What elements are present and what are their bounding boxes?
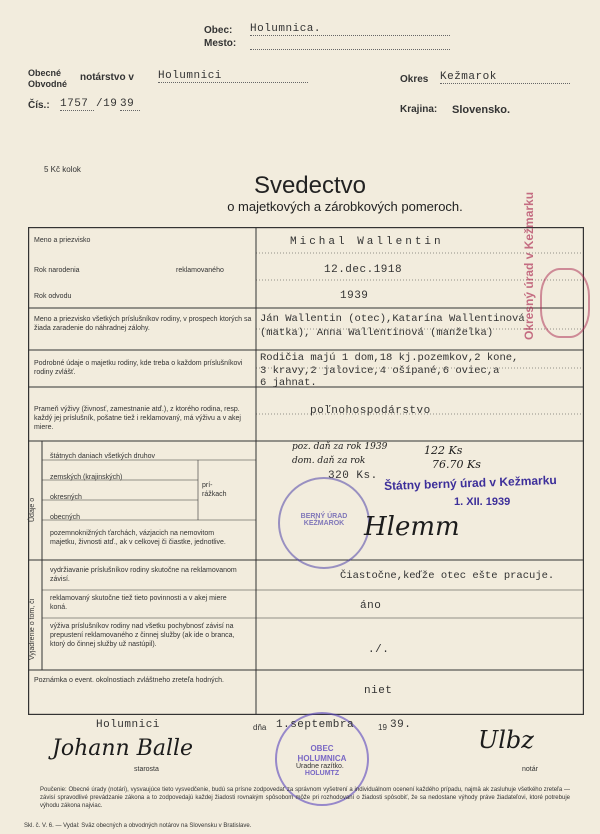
tax-signature: Hlemm (364, 512, 460, 542)
notar-label: notár (522, 766, 538, 773)
vydrzovanie-label: vydržiavanie príslušníkov rodiny skutočne na reklamovanom závisí. (50, 567, 237, 583)
document-subtitle: o majetkových a zárobkových pomeroch. (227, 199, 463, 214)
footer-year: 39. (390, 719, 412, 731)
zemskych-label: zemských (krajinských) (50, 474, 123, 481)
dane-note-2: dom. daň za rok (292, 456, 366, 466)
round-village-stamp-sub: HOLUMTZ (304, 770, 340, 777)
kolok-label: 5 Kč kolok (44, 165, 81, 174)
reklamovaneho-label: reklamovaného (176, 267, 224, 274)
dane-amount-1: 122 Ks (424, 444, 463, 457)
notarstvo-label: notárstvo v (80, 72, 134, 83)
uradne-razitko-label: Úradne razítko. (296, 763, 344, 770)
round-village-stamp-text: OBEC HOLUMNICA (297, 744, 347, 763)
dane-note-1: poz. daň za rok 1939 (292, 442, 388, 452)
notarstvo-value: Holumnici (158, 70, 308, 83)
poznamka-label: Poznámka o event. okolnostiach zvláštneho zreteľa hodných. (34, 677, 224, 684)
cis-separator: /19 (96, 98, 118, 110)
obec-label: Obec: (204, 25, 233, 36)
okresnych-label: okresných (50, 494, 82, 501)
reklamovany-value: áno (360, 600, 382, 612)
poznamka-value: niet (364, 685, 393, 697)
vydrzovanie-value: Čiastočne,keďže otec ešte pracuje. (340, 570, 555, 582)
zemske-value: 320 Ks. (328, 470, 378, 482)
krajina-value: Slovensko. (452, 104, 511, 116)
footer-dna-label: dňa (253, 723, 267, 732)
pozemnoknihe-label: pozemnoknižných ťarchách, vázjacich na nemovitom majetku, živnosti atď., ak v celkovej či čiastke, jednotlive. (50, 530, 226, 546)
majetok-value-line2: 3 kravy,2 jalovice,4 ošípané,6 oviec,a (260, 365, 500, 377)
majetok-value-line1: Rodičia majú 1 dom,18 kj.pozemkov,2 kone, (260, 352, 519, 364)
rok-odvodu-value: 1939 (340, 290, 369, 302)
footer-date: 1.septembra (276, 719, 355, 731)
rok-odvodu-label: Rok odvodu (34, 293, 72, 300)
okres-label: Okres (400, 74, 429, 85)
round-tax-stamp (278, 477, 370, 569)
vyziva-label: výživa príslušníkov rodiny nad všetku pochybnosť závisí na prepustení reklamovaného z činnej služby (ak ide o branca, ktorý do činnej služby už nastúpil). (50, 623, 235, 648)
poucenie-text: Poučenie: Obecné úrady (notári), vysvaujúce tieto vysvedčenie, budú sa prísne zodpovedať za správnom vyšetrení a individuálnom ocenení každého prípadu, najmä ak zasluhuje všetkého zreteľa — závisí spravodlivé prevádzanie zákona a to zodpovedajú každej žiadosti rovnakým spôsobom môže pri rozhodovaní o žiadosti spôsobiť, že sa nedostane výhody práve žiadateľovi, ktoré potrebuje výhodu zákona najviac. (40, 787, 570, 809)
prislusnici-label: Meno a priezvisko všetkých príslušníkov rodiny, v prospech ktorých sa žiada zaradenie do náhradnej zálohy. (34, 316, 252, 332)
prislusnici-value-line1: Ján Wallentin (otec),Katarína Wallentinová (260, 313, 525, 325)
vyjadrenie-side-label: Vyjadrenie o tom, či (29, 598, 36, 660)
prislusnici-value-line2: (matka), Anna Wallentinová (manželka) (260, 327, 494, 339)
footer-year-prefix: 19 (378, 723, 387, 732)
prirazkach-label: prí- rážkach (202, 482, 227, 498)
side-district-stamp: Okresný úrad v Kežmarku (522, 191, 536, 340)
cis-value: 1757 (60, 98, 94, 111)
pramen-value: poľnohospodárstvo (310, 405, 431, 417)
krajina-label: Krajina: (400, 104, 438, 115)
dane-amount-2: 76.70 Ks (432, 458, 481, 471)
mesto-label: Mesto: (204, 38, 237, 49)
mesto-line (250, 48, 450, 50)
rok-narodenia-label: Rok narodenia (34, 267, 80, 274)
obec-value: Holumnica. (250, 23, 450, 36)
meno-label: Meno a priezvisko (34, 237, 91, 244)
majetok-value-line3: 6 jahnat. (260, 377, 317, 389)
udaje-side-label: Údaje o (29, 497, 36, 522)
round-tax-stamp-text: BERNÝ ÚRAD KEŽMAROK (300, 513, 348, 527)
footer-place: Holumnici (96, 719, 160, 731)
obecnych-label: obecných (50, 514, 80, 521)
side-oval-stamp (540, 268, 590, 338)
notar-signature: Ulbz (478, 726, 534, 754)
document-title: Svedectvo (253, 172, 367, 199)
tax-office-stamp: Štátny berný úrad v Kežmarku (383, 472, 557, 494)
dane-label: štátnych daniach všetkých druhov (50, 453, 156, 460)
cis-label: Čís.: (28, 100, 50, 111)
obvodne-label: Obvodné (28, 79, 68, 89)
form-number: Skl. č. V. 6. — Vydal: Sväz obecných a obvodných notárov na Slovensku v Bratislave. (24, 823, 252, 829)
meno-value: Michal Wallentin (290, 236, 444, 248)
cis-year: 39 (120, 98, 140, 111)
vyziva-value: ./. (368, 644, 390, 656)
obecne-label: Obecné (28, 68, 62, 78)
starosta-signature: Johann Balle (52, 736, 194, 761)
reklamovany-label: reklamovaný skutočne tiež tieto povinnosti a v akej miere koná. (50, 595, 227, 611)
pramen-label: Prameň výživy (živnosť, zamestnanie atď.), z ktorého rodina, resp. každý jej príslušník, pošatne tiež i reklamovaný, má výživu a v akej miere. (34, 406, 241, 431)
starosta-label: starosta (134, 766, 159, 773)
majetok-label: Podrobné údaje o majetku rodiny, kde treba o každom príslušníkovi rodiny zvlášť. (34, 360, 243, 376)
tax-office-stamp-date: 1. XII. 1939 (454, 496, 511, 508)
okres-value: Kežmarok (440, 71, 570, 84)
rok-narodenia-value: 12.dec.1918 (324, 264, 403, 276)
